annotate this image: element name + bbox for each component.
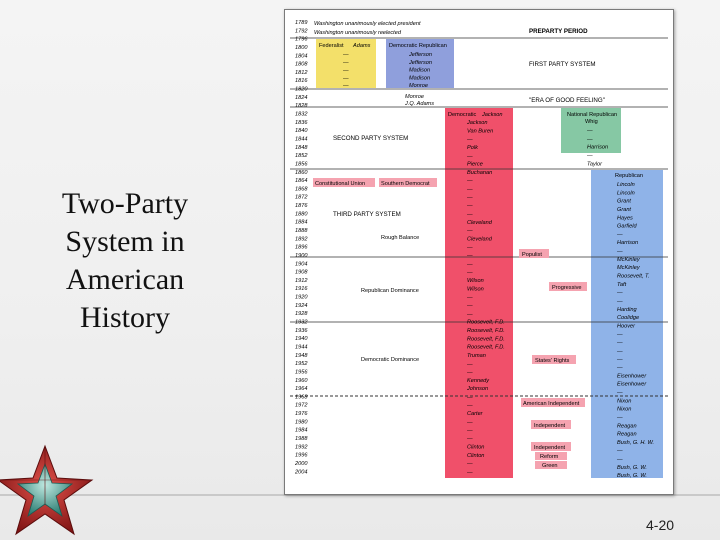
republican-cell: Nixon (617, 398, 632, 405)
democratic-cell: — (467, 228, 473, 235)
whig-cell: Harrison (587, 144, 609, 151)
republican-cell: Harding (617, 306, 637, 313)
federalist-cell: — (343, 75, 349, 82)
party-system-figure (284, 9, 674, 495)
federalist-cell: — (343, 67, 349, 74)
year-label: 1820 (295, 86, 308, 93)
populist-label: Populist (522, 252, 542, 258)
year-label: 1844 (295, 136, 308, 143)
year-label: 1940 (295, 336, 308, 343)
democratic-cell: — (467, 402, 473, 409)
republican-cell: Nixon (617, 406, 632, 413)
democratic-cell: Pierce (467, 161, 483, 168)
good-feeling-winner: J.Q. Adams (405, 101, 435, 107)
period-rough-balance: Rough Balance (381, 235, 420, 241)
year-label: 1876 (295, 203, 308, 209)
democratic-cell: — (467, 194, 473, 201)
republican-cell: Grant (617, 198, 631, 205)
dem-rep-cell: Monroe (409, 83, 428, 90)
year-label: 1824 (295, 94, 308, 101)
republican-cell: Garfield (617, 223, 637, 230)
dem-rep-cell: Madison (409, 67, 431, 74)
republican-cell: — (617, 356, 623, 363)
republican-cell: Hayes (617, 215, 633, 222)
republican-cell: Eisenhower (617, 373, 647, 380)
federalist-column (343, 52, 349, 89)
republican-cell: Bush, G. W. (617, 464, 647, 471)
period-dem-dominance: Democratic Dominance (361, 357, 420, 363)
democratic-cell: — (467, 244, 473, 251)
democratic-cell: Cleveland (467, 236, 492, 243)
democratic-cell: — (467, 186, 473, 193)
democratic-cell: Truman (467, 353, 486, 359)
year-label: 1908 (295, 269, 308, 276)
democratic-first-winner: Jackson (482, 112, 503, 118)
democratic-cell: — (467, 211, 473, 218)
good-feeling-winner: Monroe (405, 94, 424, 100)
star-logo-icon (0, 438, 120, 540)
republican-cell: — (617, 348, 623, 355)
year-label: 1828 (295, 103, 308, 110)
republican-cell: Roosevelt, T. (617, 273, 650, 280)
republican-cell: Reagan (617, 423, 637, 430)
period-rep-dominance: Republican Dominance (361, 288, 419, 294)
whig-label: Whig (585, 119, 598, 125)
dem-rep-cell: Jefferson (409, 59, 433, 66)
democratic-cell: Roosevelt, F.D. (467, 319, 505, 326)
year-label: 1996 (295, 452, 308, 459)
democratic-cell: Roosevelt, F.D. (467, 328, 505, 334)
federalist-cell: — (343, 83, 349, 90)
democratic-cell: — (467, 361, 473, 368)
year-label: 1988 (295, 436, 308, 442)
democratic-cell: — (467, 253, 473, 260)
republican-cell: McKinley (617, 256, 640, 263)
democratic-cell: — (467, 303, 473, 309)
democratic-cell: — (467, 203, 473, 210)
democratic-cell: Clinton (467, 444, 485, 451)
reform-label: Reform (540, 454, 559, 460)
democratic-cell: — (467, 469, 473, 476)
american-independent-label: American Independent (523, 401, 580, 407)
democratic-cell: Van Buren (467, 128, 494, 135)
federalist-cell: — (343, 52, 349, 58)
democratic-cell: Wilson (467, 278, 484, 285)
democratic-cell: — (467, 269, 473, 276)
year-label: 2004 (295, 469, 308, 476)
dem-rep-label: Democratic Republican (389, 43, 447, 49)
democratic-cell: — (467, 419, 473, 426)
republican-cell: — (617, 390, 623, 396)
whig-cell: Taylor (587, 161, 603, 168)
year-label: 1932 (295, 319, 308, 326)
year-label: 1789 (295, 20, 308, 26)
year-label: 1880 (295, 211, 308, 218)
year-label: 1896 (295, 244, 308, 251)
period-good-feeling: "ERA OF GOOD FEELING" (529, 97, 605, 104)
democratic-cell: Roosevelt, F.D. (467, 336, 505, 343)
republican-cell: — (617, 298, 623, 305)
republican-cell: Hoover (617, 323, 636, 330)
year-label: 1984 (295, 427, 308, 434)
party-timeline-diagram (285, 10, 673, 494)
independent-label: Independent (534, 445, 566, 451)
year-label: 1964 (295, 386, 308, 393)
title-line: History (80, 301, 170, 334)
republican-cell: — (617, 456, 623, 463)
year-label: 1900 (295, 253, 308, 259)
year-label: 1856 (295, 161, 308, 168)
republican-cell: Eisenhower (617, 381, 647, 388)
whig-cell: — (587, 153, 593, 159)
title-line: American (65, 263, 185, 296)
year-label: 1888 (295, 228, 308, 234)
states-rights-label: States' Rights (535, 358, 570, 364)
year-label: 1892 (295, 236, 308, 243)
democratic-cell: — (467, 394, 473, 401)
progressive-label: Progressive (552, 285, 582, 291)
democratic-cell: Carter (467, 411, 483, 418)
republican-cell: Bush, G. W. (617, 473, 647, 480)
federalist-label: Federalist (319, 43, 344, 49)
year-label: 1840 (295, 128, 308, 135)
democratic-cell: — (467, 369, 473, 376)
year-label: 1836 (295, 119, 308, 126)
republican-cell: — (617, 331, 623, 338)
year-label: 1956 (295, 369, 308, 376)
year-label: 2000 (295, 461, 308, 467)
republican-cell: — (617, 248, 623, 255)
year-label: 1952 (295, 361, 308, 368)
republican-cell: — (617, 365, 623, 371)
republican-cell: Harrison (617, 240, 639, 247)
nat-rep-label: National Republican (567, 112, 618, 118)
republican-cell: — (617, 415, 623, 421)
republican-cell: — (617, 340, 623, 347)
page-number: 4-20 (646, 517, 675, 533)
year-label: 1860 (295, 169, 308, 176)
democratic-cell: Kennedy (467, 377, 490, 384)
democratic-cell: — (467, 153, 473, 160)
year-label: 1924 (295, 302, 308, 309)
period-second: SECOND PARTY SYSTEM (333, 135, 409, 142)
year-label: 1852 (295, 153, 308, 160)
year-label: 1960 (295, 377, 308, 384)
democratic-cell: — (467, 261, 473, 268)
year-label: 1800 (295, 45, 308, 51)
year-label: 1992 (295, 444, 308, 451)
republican-cell: Coolidge (617, 315, 640, 322)
year-label: 1832 (295, 111, 308, 118)
year-label: 1872 (295, 194, 308, 201)
year-label: 1980 (295, 419, 308, 426)
southern-democrat-label: Southern Democrat (381, 181, 430, 187)
dem-rep-cell: Madison (409, 75, 431, 82)
year-label: 1868 (295, 186, 308, 193)
year-label: 1864 (295, 178, 308, 185)
republican-cell: Lincoln (617, 182, 635, 188)
republican-cell: Taft (617, 281, 627, 288)
democratic-cell: — (467, 136, 473, 143)
year-label: 1936 (295, 327, 308, 334)
democratic-cell: Clinton (467, 452, 485, 459)
democratic-cell: — (467, 178, 473, 185)
year-axis (294, 20, 308, 475)
democratic-cell: Roosevelt, F.D. (467, 344, 505, 351)
period-first: FIRST PARTY SYSTEM (529, 61, 596, 68)
whig-cell: — (587, 136, 593, 143)
democratic-cell: Polk (467, 145, 478, 151)
year-label: 1792 (295, 28, 308, 35)
period-third: THIRD PARTY SYSTEM (333, 211, 401, 218)
democratic-cell: — (467, 311, 473, 318)
republican-cell: Reagan (617, 431, 637, 438)
title-line: Two-Party (61, 187, 189, 220)
democratic-cell: Johnson (467, 386, 489, 393)
independent-label: Independent (534, 423, 566, 429)
democratic-label: Democratic (448, 112, 477, 118)
year-label: 1804 (295, 53, 308, 60)
federalist-cell: — (343, 59, 349, 66)
democratic-cell: — (467, 427, 473, 434)
constitutional-union-label: Constitutional Union (315, 181, 366, 187)
preparty-row: Washington unanimously reelected (314, 30, 401, 36)
democratic-cell: Jackson (467, 120, 488, 126)
year-label: 1812 (295, 69, 308, 76)
democratic-cell: — (467, 294, 473, 301)
green-label: Green (542, 463, 558, 469)
year-label: 1796 (295, 36, 308, 43)
dem-rep-cell: Jefferson (409, 52, 433, 58)
year-label: 1928 (295, 311, 308, 318)
federalist-winner: Adams (353, 43, 371, 49)
republican-cell: Lincoln (617, 190, 635, 197)
year-label: 1808 (295, 61, 308, 68)
democratic-cell: Cleveland (467, 219, 492, 226)
year-label: 1968 (295, 394, 308, 401)
republican-cell: — (617, 448, 623, 455)
period-preparty: PREPARTY PERIOD (529, 28, 588, 35)
year-label: 1972 (295, 402, 308, 409)
republican-cell: Bush, G. H. W. (617, 439, 655, 446)
republican-cell: Grant (617, 207, 631, 213)
slide-title (40, 185, 210, 337)
year-label: 1904 (295, 261, 308, 268)
year-label: 1920 (295, 294, 308, 301)
preparty-row: Washington unanimously elected president (314, 21, 421, 27)
republican-label: Republican (615, 173, 643, 179)
year-label: 1948 (295, 352, 308, 359)
year-label: 1884 (295, 219, 308, 226)
democratic-cell: Buchanan (467, 169, 493, 176)
republican-cell: — (617, 290, 623, 297)
democratic-cell: — (467, 461, 473, 468)
democratic-cell: — (467, 436, 473, 443)
year-label: 1816 (295, 78, 308, 85)
year-label: 1912 (295, 277, 308, 284)
democratic-cell: Wilson (467, 286, 484, 293)
year-label: 1944 (295, 344, 308, 351)
republican-cell: McKinley (617, 265, 640, 272)
year-label: 1848 (295, 144, 308, 151)
year-label: 1916 (295, 286, 308, 293)
republican-cell: — (617, 231, 623, 238)
whig-cell: — (587, 128, 593, 134)
year-label: 1976 (295, 411, 308, 417)
title-line: System in (65, 225, 185, 258)
